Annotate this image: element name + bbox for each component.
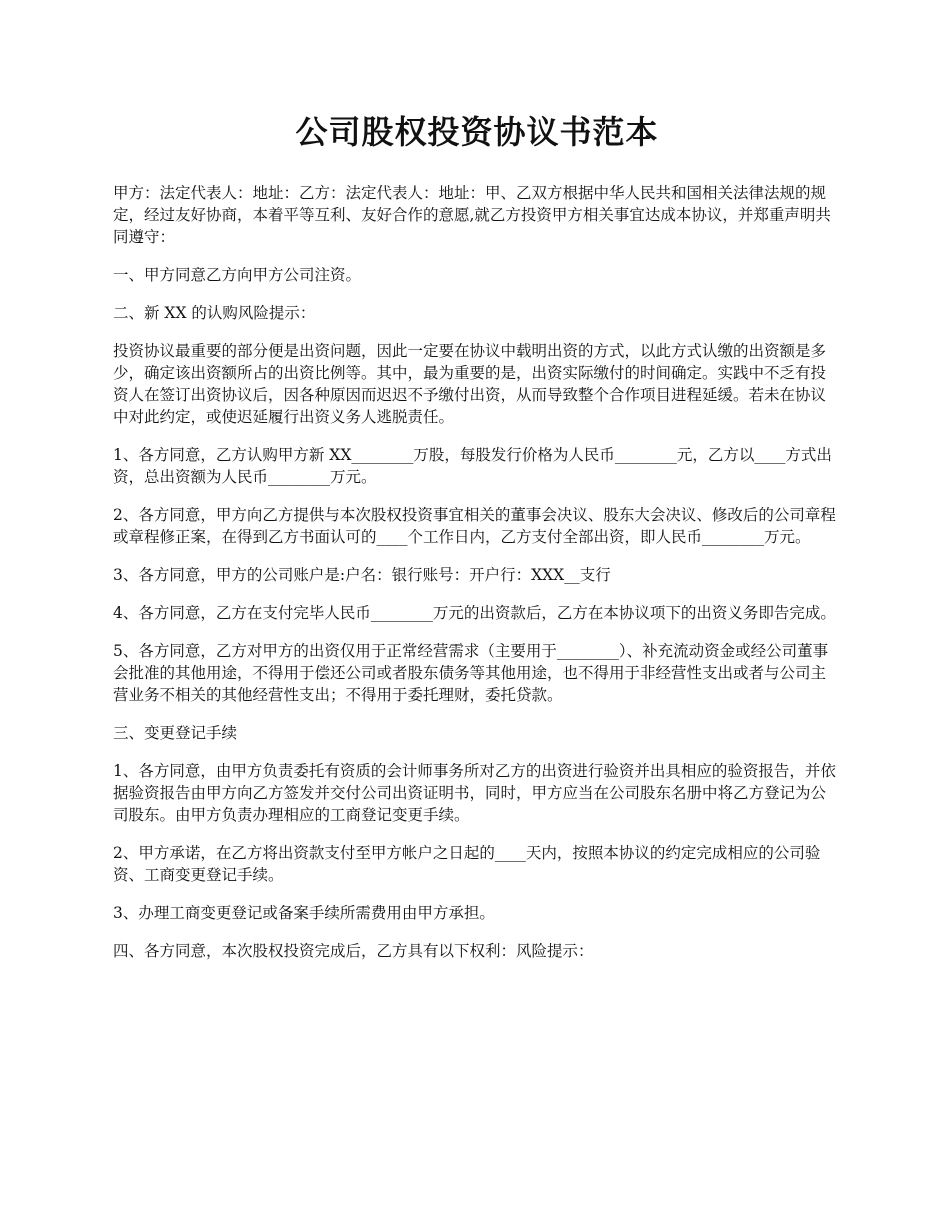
paragraph-preamble: 甲方：法定代表人：地址：乙方：法定代表人：地址：甲、乙双方根据中华人民共和国相关法律法规的规定，经过友好协商，本着平等互利、友好合作的意愿,就乙方投资甲方相关事宜达成本协议，并郑重声明共同遵守： [113,184,831,246]
paragraph-clause-2-1: 1、各方同意，乙方认购甲方新 XX________万股，每股发行价格为人民币________元，乙方以____方式出资，总出资额为人民币________万元。 [113,446,832,486]
paragraph-clause-2-5: 5、各方同意，乙方对甲方的出资仅用于正常经营需求（主要用于________）、补充流动资金或经公司董事会批准的其他用途，不得用于偿还公司或者股东债务等其他用途，也不得用于非经营性支出或者与公司主营业务不相关的其他经营性支出；不得用于委托理财，委托贷款。 [113,642,829,704]
paragraph-clause-2-3: 3、各方同意，甲方的公司账户是:户名：银行账号：开户行：XXX__支行 [113,566,611,584]
paragraph-section-1: 一、甲方同意乙方向甲方公司注资。 [113,266,362,284]
document-title: 公司股权投资协议书范本 [295,113,659,151]
paragraph-risk-note: 投资协议最重要的部分便是出资问题，因此一定要在协议中载明出资的方式，以此方式认缴的出资额是多少，确定该出资额所占的出资比例等。其中，最为重要的是，出资实际缴付的时间确定。实践中不乏有投资人在签订出资协议后，因各种原因而迟迟不予缴付出资，从而导致整个合作项目进程延缓。若未在协议中对此约定，或使迟延履行出资义务人逃脱责任。 [113,342,827,426]
paragraph-clause-3-1: 1、各方同意，由甲方负责委托有资质的会计师事务所对乙方的出资进行验资并出具相应的验资报告，并依据验资报告由甲方向乙方签发并交付公司出资证明书，同时，甲方应当在公司股东名册中将乙方登记为公司股东。由甲方负责办理相应的工商登记变更手续。 [113,762,836,824]
paragraph-section-3-heading: 三、变更登记手续 [113,724,238,742]
document-page [113,110,841,978]
paragraph-clause-2-2: 2、各方同意，甲方向乙方提供与本次股权投资事宜相关的董事会决议、股东大会决议、修改后的公司章程或章程修正案，在得到乙方书面认可的____个工作日内，乙方支付全部出资，即人民币________万元。 [113,506,836,546]
paragraph-clause-2-4: 4、各方同意，乙方在支付完毕人民币________万元的出资款后，乙方在本协议项下的出资义务即告完成。 [113,604,836,622]
paragraph-section-4-heading: 四、各方同意，本次股权投资完成后，乙方具有以下权利：风险提示： [113,942,594,960]
paragraph-clause-3-2: 2、甲方承诺，在乙方将出资款支付至甲方帐户之日起的____天内，按照本协议的约定完成相应的公司验资、工商变更登记手续。 [113,844,821,884]
paragraph-clause-3-3: 3、办理工商变更登记或备案手续所需费用由甲方承担。 [113,904,495,922]
paragraph-section-2-heading: 二、新 XX 的认购风险提示： [113,304,316,322]
